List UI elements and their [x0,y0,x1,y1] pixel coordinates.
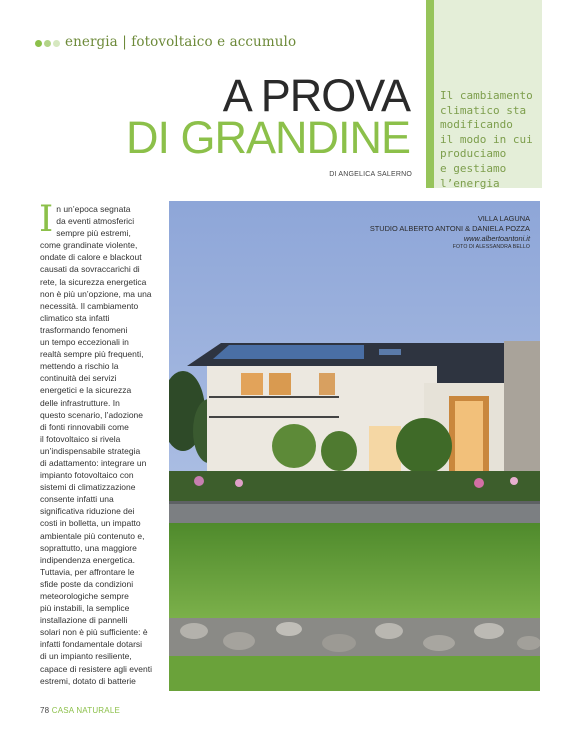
photographer-credit: FOTO DI ALESSANDRA BELLO [452,244,530,251]
article-title-line1: A PROVA [222,70,410,121]
drop-cap: I [39,199,54,240]
dot-icon [53,40,60,47]
dot-icon [44,40,51,47]
article-title-line2: DI GRANDINE [125,112,410,163]
section-label: energia | fotovoltaico e accumulo [65,34,297,50]
page-number: 78 [40,706,50,715]
byline: DI ANGELICA SALERNO [329,171,412,178]
photo-credits [370,214,530,253]
accent-bar [426,0,434,188]
pull-quote: Il cambiamento climatico sta modificando il modo in cui produciamo e gestiamo l’energia [440,89,533,190]
project-name: VILLA LAGUNA [477,214,530,223]
website-link[interactable]: www.albertoantoni.it [463,233,530,243]
section-dots [35,40,63,48]
magazine-name: CASA NATURALE [51,706,120,715]
body-text [39,199,157,687]
page-footer [40,706,120,715]
studio-name: STUDIO ALBERTO ANTONI & DANIELA POZZA [369,223,530,233]
dot-icon [35,40,42,47]
body-paragraph: n un’epoca segnata da eventi atmosferici sempre più estremi, come grandinate violente, ondate di calore e blackout causati da sovraccarichi di rete, la sicurezza energetica non è più un’opzione, ma una necessità. Il cambiamento climatico sta infatti trasformando fenomeni un tempo eccezionali in realtà sempre più frequenti, mettendo a rischio la continuità dei servizi energetici e la sicurezza delle infrastrutture. In questo scenario, l’adozione di fonti rinnovabili come il fotovoltaico si rivela un’indispensabile strategia di adattamento: integrare un impianto fotovoltaico con sistemi di climatizzazione consente infatti una significativa riduzione dei costi in bolletta, un impatto ambientale più contenuto e, soprattutto, una maggiore indipendenza energetica. Tuttavia, per affrontare le sfide poste da condizioni meteorologiche sempre più instabili, la semplice installazione di pannelli solari non è più sufficiente: è infatti fondamentale dotarsi di un impianto resiliente, capace di resistere agli eventi estremi, dotato di batterie [40,204,152,686]
house-photo [169,201,540,691]
